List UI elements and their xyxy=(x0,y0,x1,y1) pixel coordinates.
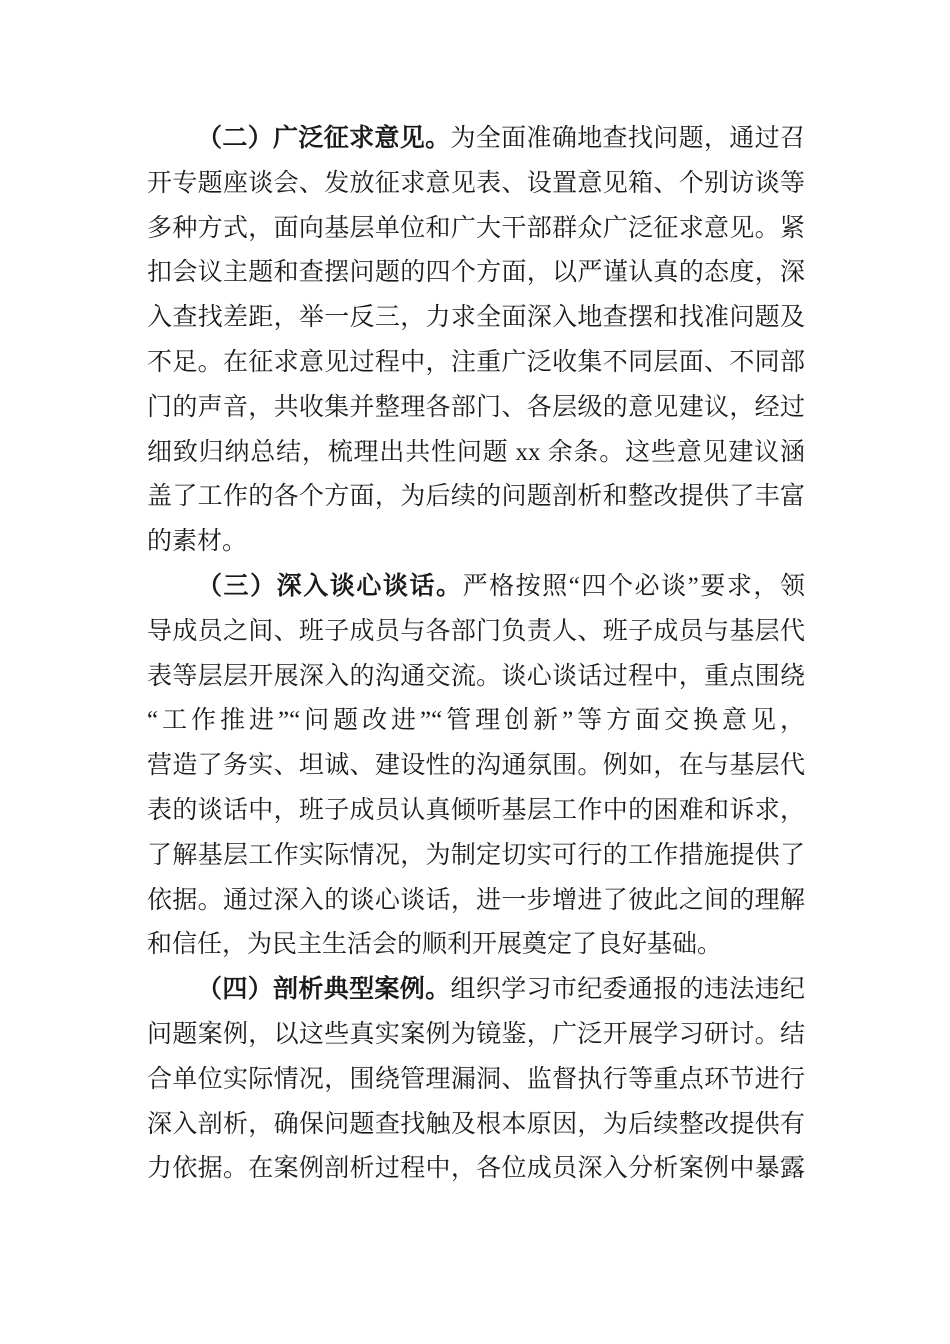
text-line: 问题案例，以这些真实案例为镜鉴，广泛开展学习研讨。结 xyxy=(147,1020,805,1048)
paragraph-solicit-opinions xyxy=(147,117,805,565)
text-line: 和信任，为民主生活会的顺利开展奠定了良好基础。 xyxy=(147,931,723,959)
text-line xyxy=(147,117,805,162)
text-line: 力依据。在案例剖析过程中，各位成员深入分析案例中暴露 xyxy=(147,1155,805,1183)
text-line: 表的谈话中，班子成员认真倾听基层工作中的困难和诉求， xyxy=(147,796,805,824)
text-line: 盖了工作的各个方面，为后续的问题剖析和整改提供了丰富 xyxy=(147,483,805,511)
line-text: 严格按照“四个必谈”要求，领 xyxy=(462,572,805,600)
text-line: 细致归纳总结，梳理出共性问题 xx 余条。这些意见建议涵 xyxy=(147,438,805,466)
text-line: 营造了务实、坦诚、建设性的沟通氛围。例如，在与基层代 xyxy=(147,752,805,780)
text-line: 合单位实际情况，围绕管理漏洞、监督执行等重点环节进行 xyxy=(147,1065,805,1093)
text-line: 了解基层工作实际情况，为制定切实可行的工作措施提供了 xyxy=(147,841,805,869)
text-line: 导成员之间、班子成员与各部门负责人、班子成员与基层代 xyxy=(147,617,805,645)
text-line: 门的声音，共收集并整理各部门、各层级的意见建议，经过 xyxy=(147,393,805,421)
text-line: 入查找差距，举一反三，力求全面深入地查摆和找准问题及 xyxy=(147,304,805,332)
text-line: 依据。通过深入的谈心谈话，进一步增进了彼此之间的理解 xyxy=(147,886,805,914)
text-line: 多种方式，面向基层单位和广大干部群众广泛征求意见。紧 xyxy=(147,214,805,242)
text-line xyxy=(147,565,805,610)
text-line: 的素材。 xyxy=(147,528,248,556)
line-text: 为全面准确地查找问题，通过召 xyxy=(450,125,805,152)
paragraph-heading: （二）广泛征求意见。 xyxy=(197,125,451,152)
line-text: 组织学习市纪委通报的违法违纪 xyxy=(450,976,805,1004)
paragraph-case-analysis xyxy=(147,968,805,1192)
paragraph-heading: （四）剖析典型案例。 xyxy=(197,976,451,1004)
text-line xyxy=(147,968,805,1013)
paragraph-heart-to-heart-talks xyxy=(147,565,805,968)
text-line: “工作推进”“问题改进”“管理创新”等方面交换意见， xyxy=(147,707,805,735)
text-line: 开专题座谈会、发放征求意见表、设置意见箱、个别访谈等 xyxy=(147,169,805,197)
paragraph-heading: （三）深入谈心谈话。 xyxy=(197,572,463,600)
text-line: 扣会议主题和查摆问题的四个方面，以严谨认真的态度，深 xyxy=(147,259,805,287)
document-body xyxy=(147,117,805,1192)
text-line: 不足。在征求意见过程中，注重广泛收集不同层面、不同部 xyxy=(147,348,805,376)
text-line: 深入剖析，确保问题查找触及根本原因，为后续整改提供有 xyxy=(147,1110,805,1138)
text-line: 表等层层开展深入的沟通交流。谈心谈话过程中，重点围绕 xyxy=(147,662,805,690)
